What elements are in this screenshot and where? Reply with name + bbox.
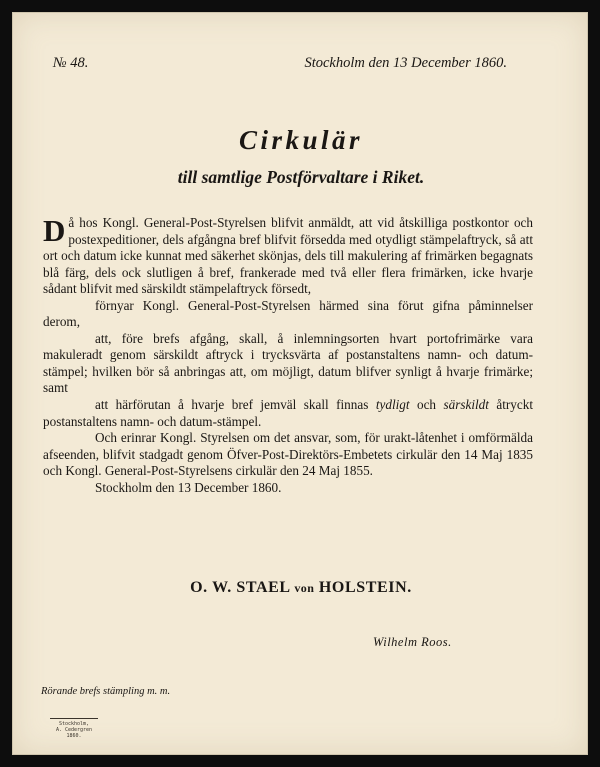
document-body — [43, 215, 533, 496]
paragraph-4 — [43, 397, 533, 430]
signature-particle: von — [294, 581, 315, 595]
paragraph-3: att, före brefs afgång, skall, å inlemningsorten hvart portofrimärke vara makuleradt genom särskildt aftryck i trycksvärta af postanstaltens namn- och datum-stämpel; hvilken bör så anbringas att, om möjligt, datum blifver synligt å hvarje frimärke; samt — [43, 330, 533, 396]
signature-surname: HOLSTEIN. — [318, 579, 412, 596]
emphasis-tydligt: tydligt — [375, 397, 410, 413]
imprint-line-1: Stockholm, — [58, 721, 90, 727]
countersignature: Wilhelm Roos. — [373, 635, 452, 649]
subject-footnote: Rörande brefs stämpling m. m. — [41, 686, 171, 697]
imprint-line-3: 1860. — [66, 733, 82, 739]
paragraph-4-text-c: åtryckt postanstaltens namn- och datum-stämpel. — [43, 397, 534, 429]
closing-date: Stockholm den 13 December 1860. — [95, 479, 282, 495]
paragraph-1 — [43, 215, 533, 298]
paragraph-4-text-b: och — [409, 397, 444, 413]
document-subtitle: till samtlige Postförvaltare i Riket. — [177, 167, 425, 187]
paragraph-1-text: å hos Kongl. General-Post-Styrelsen blifvit anmäldt, att vid åtskilliga postkontor och postexpeditioner, dels afgångna bref blifvit försedda med otydligt stämpelaftryck, så att ort och datum icke kunnat med säkerhet skönjas, dels till makulering af frimärken begagnats blå färg, dels ock slutligen å bref, frankerade med två eller flera frimärken, icke hvarje sådant blifvit med särskildt stämpelaftryck försedt, — [43, 215, 533, 297]
paragraph-5: Och erinrar Kongl. Styrelsen om det ansvar, som, för urakt-låtenhet i omförmälda afseenden, blifvit stadgadt genom Öfver-Post-Direktörs-Embetets cirkulär den 14 Maj 1835 och Kongl. General-Post-Styrelsens cirkulär den 24 Maj 1855. — [43, 430, 533, 479]
imprint-line-2: A. Cedergren — [55, 727, 93, 733]
paragraph-2: förnyar Kongl. General-Post-Styrelsen härmed sina förut gifna påminnelser derom, — [43, 297, 533, 330]
document-page — [12, 12, 588, 755]
emphasis-sarskildt: särskildt — [443, 397, 489, 413]
place-date-header: Stockholm den 13 December 1860. — [304, 55, 507, 71]
signature-main — [13, 579, 589, 597]
printer-imprint — [50, 718, 98, 739]
paragraph-4-text-a: att härförutan å hvarje bref jemväl skall finnas — [95, 397, 376, 413]
circular-number: № 48. — [53, 55, 89, 71]
signature-initials: O. W. STAEL — [190, 579, 290, 596]
document-title: Cirkulär — [238, 125, 364, 155]
drop-cap: D — [43, 213, 66, 248]
